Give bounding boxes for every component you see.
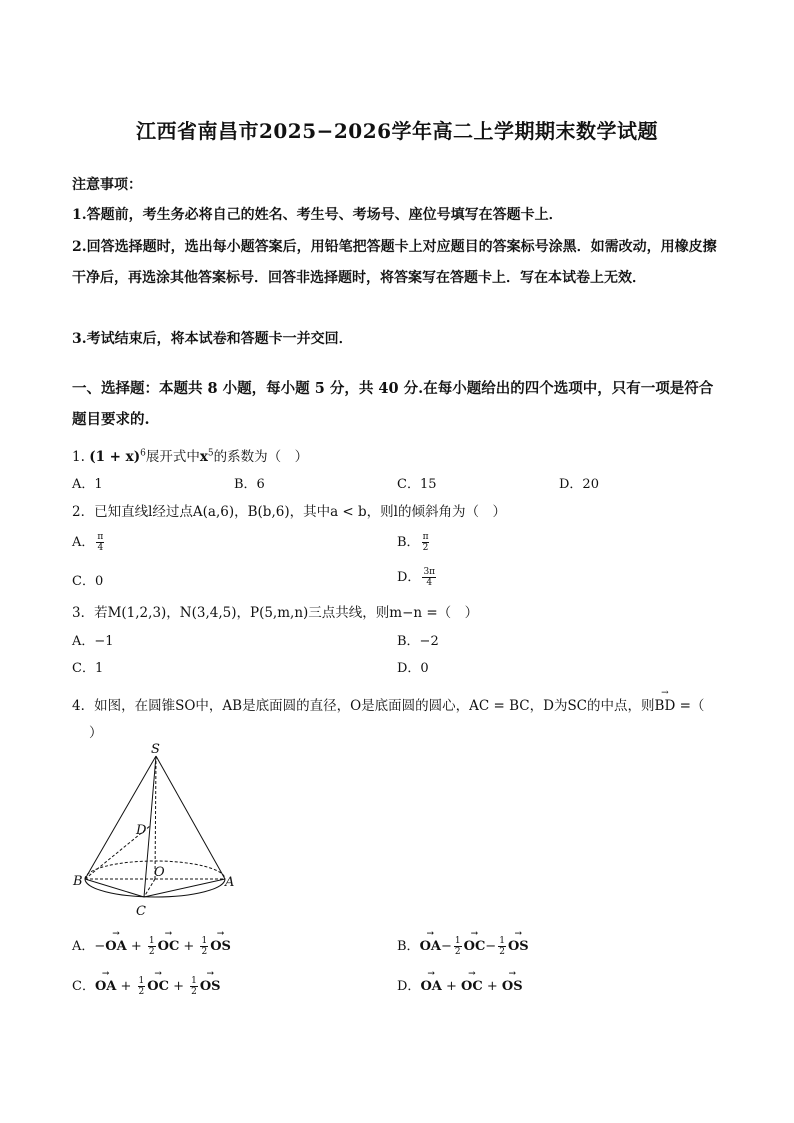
label-a: A <box>225 875 235 890</box>
q4-c-v1: → OA <box>95 979 116 994</box>
q1-mid: 展开式中 <box>145 449 200 465</box>
q4-c-f1d: 2 <box>138 987 145 997</box>
question-1 <box>72 445 308 465</box>
notice-item-1: 1.答题前，考生务必将自己的姓名、考生号、考场号、座位号填写在答题卡上． <box>72 207 563 223</box>
q4-a-op3: + <box>179 939 199 954</box>
q4-c-v2: → OC <box>147 979 169 994</box>
notice-item-2: 2.回答选择题时，选出每小题答案后，用铅笔把答题卡上对应题目的答案标号涂黑．如需改动，用橡皮擦干净后，再选涂其他答案标号．回答非选择题时，将答案写在答题卡上．写在本试卷上无效． <box>72 239 717 286</box>
segment-ac <box>144 879 225 897</box>
question-4-line-2: ） <box>89 725 103 741</box>
q2-a-label: A． <box>72 535 95 550</box>
q2-b-num: π <box>422 532 429 542</box>
q4-b-frac2 <box>498 936 506 957</box>
q3-option-d: D．0 <box>397 661 429 676</box>
q4-a-f2n: 1 <box>201 936 208 946</box>
q2-d-den: 4 <box>426 578 433 588</box>
q2-option-a <box>72 531 106 553</box>
q4-b-v3: → OS <box>508 939 529 954</box>
cone-side-left <box>85 756 156 879</box>
section-1-heading: 一、选择题：本题共 8 小题，每小题 5 分，共 40 分.在每小题给出的四个选项中，只有一项是符合题目要求的. <box>72 380 714 428</box>
label-s: S <box>151 742 160 757</box>
q4-d-v3: → OS <box>502 979 523 994</box>
q4-d-label: D． <box>397 979 421 994</box>
q2-b-label: B． <box>397 535 420 550</box>
q1-option-d: D．20 <box>559 477 599 492</box>
q4-b-f2n: 1 <box>499 936 505 946</box>
q1-x: x <box>199 449 208 465</box>
q4-c-op3: + <box>168 979 189 994</box>
q2-d-fraction <box>422 567 436 588</box>
q4-d-v2: → OC <box>461 979 483 994</box>
q1-option-b: B．6 <box>234 477 265 492</box>
q1-exp5: 5 <box>207 448 214 459</box>
q4-a-f1d: 2 <box>148 947 155 957</box>
q4-vector-bd: → BD <box>655 698 676 714</box>
question-4 <box>72 694 704 714</box>
cone-figure <box>70 742 245 922</box>
q2-b-den: 2 <box>422 543 429 553</box>
label-o: O <box>154 865 165 880</box>
question-2: 2．已知直线l经过点A(a,6)，B(b,6)，其中a < b，则l的倾斜角为（ ） <box>72 504 506 520</box>
q4-a-op1: − <box>94 939 106 954</box>
q4-a-v3: → OS <box>210 939 231 954</box>
q1-number: 1. <box>72 449 85 465</box>
q2-a-num: π <box>97 532 104 542</box>
notice-item-3: 3.考试结束后，将本试卷和答题卡一并交回． <box>72 331 353 347</box>
q2-b-fraction <box>422 532 430 553</box>
q4-a-f1n: 1 <box>148 936 155 946</box>
q3-option-b: B．−2 <box>397 634 439 649</box>
q4-b-v2: → OC <box>464 939 486 954</box>
label-b: B <box>73 874 83 889</box>
page-title: 江西省南昌市2025−2026学年高二上学期期末数学试题 <box>135 119 659 143</box>
q4-a-op2: + <box>126 939 146 954</box>
q4-a-v2: → OC <box>158 939 180 954</box>
q4-d-v1: → OA <box>420 979 441 994</box>
q1-option-a: A．1 <box>72 477 103 492</box>
q4-c-frac1 <box>138 976 146 997</box>
q2-option-b <box>397 531 431 553</box>
q4-text-a: 4．如图，在圆锥SO中，AB是底面圆的直径，O是底面圆的圆心，AC = BC，D为SC的中点，则 <box>72 698 655 714</box>
q4-b-v1: → OA <box>420 939 441 954</box>
q4-d-op2: + <box>441 979 462 994</box>
cone-side-right <box>156 756 225 879</box>
q4-option-c <box>72 975 221 997</box>
label-d: D <box>136 823 147 838</box>
q2-d-label: D． <box>397 570 421 585</box>
q4-c-frac2 <box>190 976 198 997</box>
q4-b-f1d: 2 <box>454 947 461 957</box>
q2-option-d <box>397 566 438 588</box>
question-3: 3．若M(1,2,3)，N(3,4,5)，P(5,m,n)三点共线，则m−n =（ ） <box>72 605 479 621</box>
q2-d-num: 3π <box>423 567 436 577</box>
q4-b-op3: − <box>485 939 497 954</box>
q2-a-den: 4 <box>97 543 104 553</box>
q3-option-a: A．−1 <box>72 634 114 649</box>
q4-a-f2d: 2 <box>201 947 208 957</box>
q4-b-op2: − <box>440 939 452 954</box>
q1-tail: 的系数为（ ） <box>213 449 309 465</box>
q4-c-label: C． <box>72 979 95 994</box>
q4-c-op2: + <box>116 979 136 994</box>
q3-option-c: C．1 <box>72 661 104 676</box>
q4-b-f1n: 1 <box>454 936 461 946</box>
q4-option-b <box>397 935 529 957</box>
q4-c-f2n: 1 <box>191 976 197 986</box>
q4-a-frac1 <box>148 936 156 957</box>
q4-b-label: B． <box>397 939 420 954</box>
q4-d-op3: + <box>482 979 502 994</box>
q2-option-c: C．0 <box>72 574 104 589</box>
q4-c-f2d: 2 <box>191 987 197 997</box>
q4-b-f2d: 2 <box>499 947 505 957</box>
q4-a-v1: → OA <box>105 939 126 954</box>
q4-c-f1n: 1 <box>138 976 145 986</box>
label-c: C <box>136 904 146 919</box>
q1-option-c: C．15 <box>397 477 437 492</box>
q4-option-a <box>72 935 231 957</box>
q4-option-d <box>397 975 523 994</box>
q4-c-v3: → OS <box>200 979 221 994</box>
notice-heading: 注意事项： <box>72 177 142 193</box>
q4-b-frac1 <box>454 936 462 957</box>
q4-a-label: A． <box>72 939 95 954</box>
q1-expr: (1 + x) <box>89 449 141 465</box>
q4-a-frac2 <box>200 936 208 957</box>
q4-text-b: =（ <box>675 698 705 714</box>
q1-exp6: 6 <box>140 448 146 459</box>
q2-a-fraction <box>96 532 104 553</box>
